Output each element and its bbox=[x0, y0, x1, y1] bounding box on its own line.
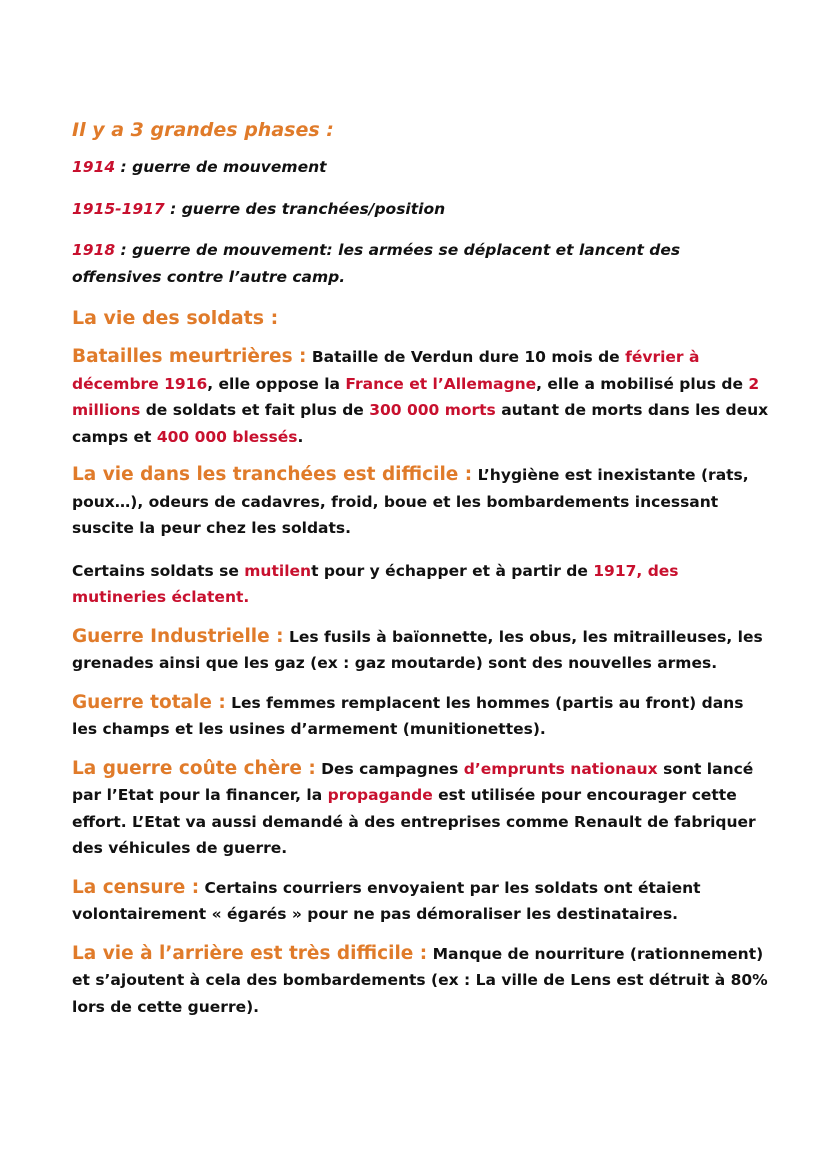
text-segment: Les fusils à baïonnette, les obus, les mitrailleuses, les grenades ainsi que les gaz (ex : gaz moutarde) sont des nouvelles armes. bbox=[72, 627, 763, 672]
heading-censure: La censure : bbox=[72, 876, 200, 898]
text-segment: . bbox=[297, 427, 304, 446]
paragraph-cout bbox=[72, 756, 772, 862]
text-segment: Certains soldats se bbox=[72, 561, 245, 580]
heading-arriere: La vie à l’arrière est très difficile : bbox=[72, 942, 428, 964]
text-segment: Bataille de Verdun dure 10 mois de bbox=[306, 348, 626, 366]
paragraph-industrielle bbox=[72, 624, 772, 677]
highlight-mutineries: 1917, des mutineries éclatent. bbox=[72, 561, 679, 606]
text-segment: L’hygiène est inexistante (rats, poux…), odeurs de cadavres, froid, boue et les bombardements incessant suscite la peur chez les soldats. bbox=[72, 466, 749, 537]
highlight-morts: 300 000 morts bbox=[369, 401, 496, 419]
highlight-mutilent: mutilen bbox=[244, 561, 312, 580]
text-segment: Certains courriers envoyaient par les soldats ont étaient volontairement « égarés » pour ne pas démoraliser les destinataires. bbox=[72, 878, 701, 923]
text-segment: , elle oppose la bbox=[207, 374, 346, 393]
heading-batailles: Batailles meurtrières : bbox=[72, 346, 307, 367]
highlight-millions: 2 millions bbox=[72, 374, 760, 419]
highlight-propagande: propagande bbox=[327, 786, 433, 804]
paragraph-totale bbox=[72, 690, 772, 743]
soldiers-title: La vie des soldats : bbox=[72, 307, 279, 329]
heading-totale: Guerre totale : bbox=[72, 691, 226, 713]
document-page bbox=[72, 112, 772, 1020]
phase-1915-1917 bbox=[72, 196, 772, 223]
heading-industrielle: Guerre Industrielle : bbox=[72, 625, 284, 647]
text-segment: , elle a mobilisé plus de bbox=[536, 374, 749, 393]
text-segment: est utilisée pour encourager cette effort. L’Etat va aussi demandé à des entreprises comme Renault de fabriquer des véhicules de guerre. bbox=[72, 786, 756, 857]
text-segment: autant de morts dans les deux camps et bbox=[72, 401, 769, 446]
phase-text: : guerre de mouvement bbox=[115, 158, 327, 176]
phase-text: : guerre de mouvement: les armées se déplacent et lancent des offensives contre l’autre camp. bbox=[72, 241, 681, 286]
text-segment: Des campagnes bbox=[315, 759, 464, 778]
heading-cout: La guerre coûte chère : bbox=[72, 757, 316, 779]
paragraph-censure bbox=[72, 875, 772, 928]
text-segment: t pour y échapper et à partir de bbox=[311, 561, 594, 580]
text-segment: de soldats et fait plus de bbox=[140, 401, 370, 419]
phase-1918 bbox=[72, 237, 772, 290]
paragraph-arriere bbox=[72, 941, 772, 1021]
phase-year: 1918 bbox=[72, 241, 116, 259]
text-segment: sont lancé par l’Etat pour la financer, la bbox=[72, 759, 754, 804]
paragraph-batailles bbox=[72, 344, 772, 450]
paragraph-tranchees bbox=[72, 462, 772, 542]
phase-1914 bbox=[72, 154, 772, 181]
highlight-emprunts: d’emprunts nationaux bbox=[463, 759, 658, 778]
highlight-countries: France et l’Allemagne bbox=[345, 374, 537, 393]
paragraph-mutineries bbox=[72, 558, 772, 611]
phases-title: Il y a 3 grandes phases : bbox=[72, 119, 334, 141]
phase-text: : guerre des tranchées/position bbox=[164, 199, 446, 218]
text-segment: Manque de nourriture (rationnement) et s’ajoutent à cela des bombardements (ex : La ville de Lens est détruit à 80% lors de cette guerre). bbox=[72, 944, 768, 1016]
highlight-blesses: 400 000 blessés bbox=[156, 427, 298, 446]
heading-tranchees: La vie dans les tranchées est difficile : bbox=[72, 464, 473, 485]
phase-year: 1915-1917 bbox=[72, 199, 165, 218]
phase-year: 1914 bbox=[72, 158, 116, 176]
highlight-dates: février à décembre 1916 bbox=[72, 348, 700, 393]
text-segment: Les femmes remplacent les hommes (partis au front) dans les champs et les usines d’armement (munitionettes). bbox=[72, 693, 744, 738]
